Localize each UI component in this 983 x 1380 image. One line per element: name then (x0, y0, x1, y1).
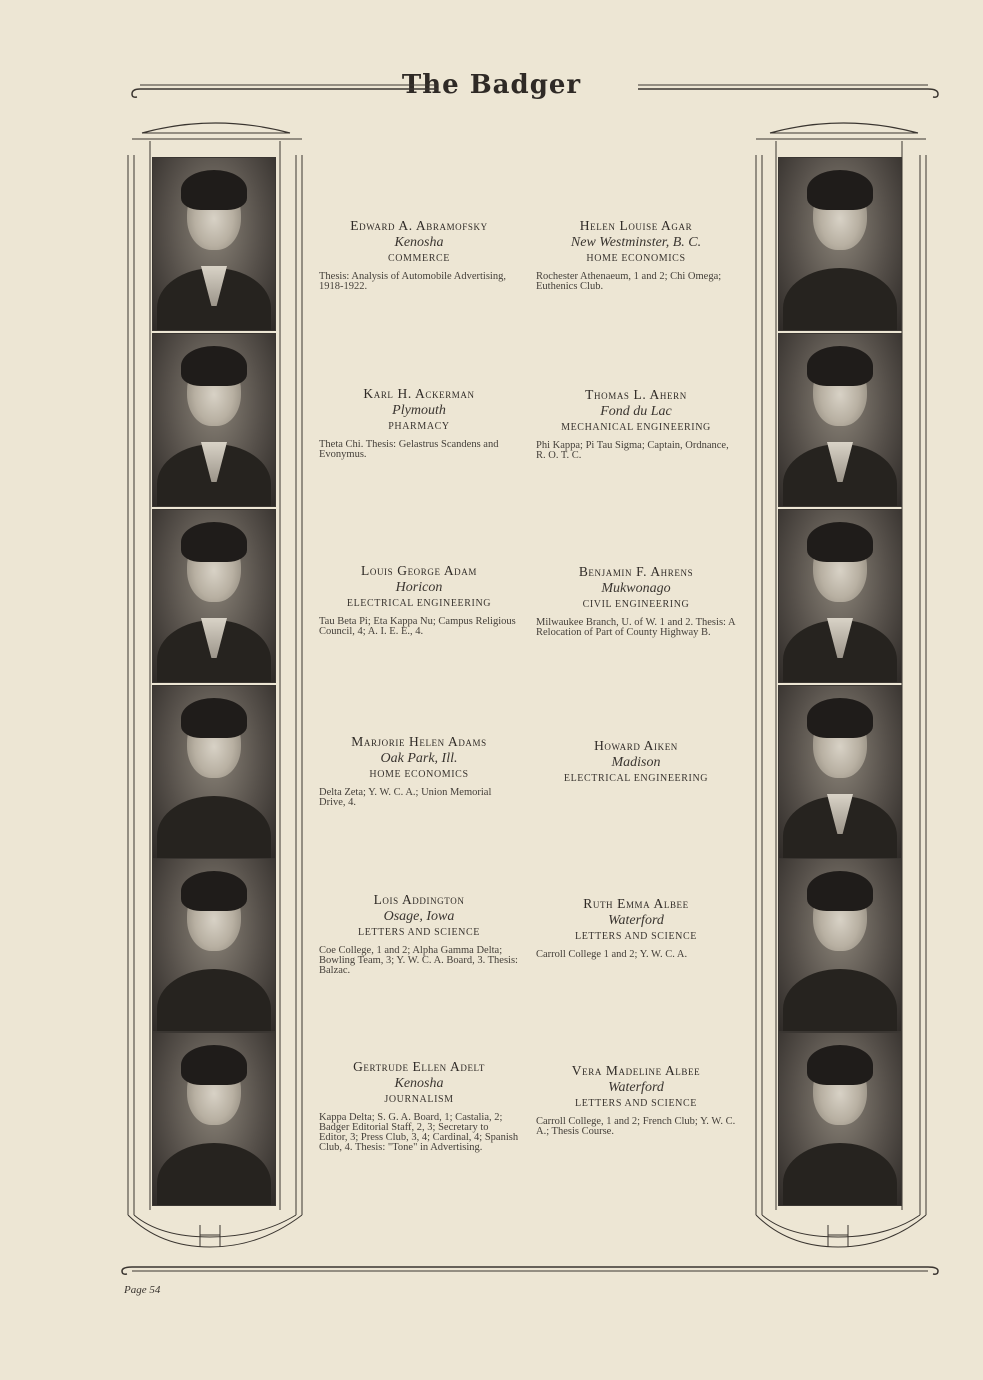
student-department: LETTERS AND SCIENCE (358, 927, 480, 938)
portrait-photo (152, 333, 276, 507)
student-town: Madison (611, 755, 661, 770)
student-name: Ruth Emma Albee (583, 896, 689, 911)
student-name: Lois Addington (373, 892, 465, 907)
student-department: CIVIL ENGINEERING (582, 599, 690, 610)
student-name: Gertrude Ellen Adelt (353, 1059, 485, 1074)
student-department: PHARMACY (388, 421, 450, 432)
portrait-photo (152, 858, 276, 1032)
student-town: Kenosha (394, 235, 444, 250)
student-town: New Westminster, B. C. (570, 235, 702, 250)
student-department: ELECTRICAL ENGINEERING (346, 598, 492, 609)
page-number: Page 54 (124, 1284, 161, 1296)
portrait-photo (778, 858, 902, 1032)
student-town: Kenosha (394, 1076, 444, 1091)
student-department: MECHANICAL ENGINEERING (561, 422, 711, 433)
student-entry (319, 1059, 519, 1153)
student-name: Louis George Adam (361, 563, 477, 578)
student-department: LETTERS AND SCIENCE (575, 1098, 697, 1109)
portrait-photo (152, 1032, 276, 1206)
page-title: The Badger (401, 70, 582, 100)
student-description: Delta Zeta; Y. W. C. A.; Union Memorial Drive, 4. (319, 787, 492, 808)
student-description: Phi Kappa; Pi Tau Sigma; Captain, Ordnance, R. O. T. C. (536, 440, 729, 461)
portrait-photo (778, 685, 902, 859)
portrait-photo (152, 509, 276, 683)
student-description: Theta Chi. Thesis: Gelastrus Scandens and Evonymus. (319, 439, 499, 460)
student-entry (319, 563, 519, 637)
student-entry (536, 896, 736, 960)
student-department: COMMERCE (387, 253, 451, 264)
footer-ornament-rule (118, 1258, 943, 1280)
student-town: Horicon (395, 580, 443, 595)
student-description: Rochester Athenaeum, 1 and 2; Chi Omega; Euthenics Club. (536, 271, 722, 292)
student-name: Karl H. Ackerman (363, 386, 475, 401)
student-description: Tau Beta Pi; Eta Kappa Nu; Campus Religious Council, 4; A. I. E. E., 4. (319, 616, 516, 637)
student-name: Edward A. Abramofsky (350, 218, 488, 233)
portrait-photo (778, 333, 902, 507)
student-town: Plymouth (392, 403, 446, 418)
student-entry (536, 738, 736, 792)
student-entry (319, 218, 519, 292)
student-department: JOURNALISM (384, 1094, 454, 1105)
student-department: HOME ECONOMICS (586, 253, 686, 264)
student-entry (536, 1063, 736, 1137)
student-name: Marjorie Helen Adams (351, 734, 487, 749)
student-name: Vera Madeline Albee (571, 1063, 701, 1078)
student-town: Oak Park, Ill. (380, 751, 458, 766)
student-description: Milwaukee Branch, U. of W. 1 and 2. Thesis: A Relocation of Part of County Highway B. (536, 617, 735, 638)
header-ornament-rule (128, 80, 943, 102)
student-entry (536, 218, 736, 292)
student-entry (536, 387, 736, 461)
student-department: HOME ECONOMICS (369, 769, 469, 780)
student-entry (536, 564, 736, 638)
student-entry (319, 386, 519, 460)
portrait-photo (152, 157, 276, 331)
student-name: Thomas L. Ahern (585, 387, 687, 402)
student-town: Fond du Lac (600, 404, 672, 419)
student-town: Osage, Iowa (383, 909, 455, 924)
portrait-photo (778, 1032, 902, 1206)
student-description: Carroll College, 1 and 2; French Club; Y. W. C. A.; Thesis Course. (536, 1116, 736, 1137)
portrait-photo (778, 157, 902, 331)
student-name: Helen Louise Agar (579, 218, 693, 233)
student-department: LETTERS AND SCIENCE (575, 931, 697, 942)
student-town: Waterford (608, 913, 664, 928)
student-department: ELECTRICAL ENGINEERING (563, 773, 709, 784)
student-name: Howard Aiken (594, 738, 678, 753)
student-name: Benjamin F. Ahrens (578, 564, 694, 579)
student-description: Coe College, 1 and 2; Alpha Gamma Delta; Bowling Team, 3; Y. W. C. A. Board, 3. Thesis: Balzac. (319, 945, 518, 976)
student-entry (319, 734, 519, 808)
portrait-photo (152, 685, 276, 859)
student-description: Carroll College 1 and 2; Y. W. C. A. (536, 949, 688, 960)
student-entry (319, 892, 519, 976)
student-town: Waterford (608, 1080, 664, 1095)
student-town: Mukwonago (601, 581, 671, 596)
portrait-photo (778, 509, 902, 683)
student-description: Thesis: Analysis of Automobile Advertising, 1918-1922. (319, 271, 506, 292)
student-description: Kappa Delta; S. G. A. Board, 1; Castalia, 2; Badger Editorial Staff, 2, 3; Secretary to Editor, 3; Press Club, 3, 4; Cardinal, 4; Spanish Club, 4. Thesis: "Tone" in Advertising. (319, 1112, 519, 1153)
